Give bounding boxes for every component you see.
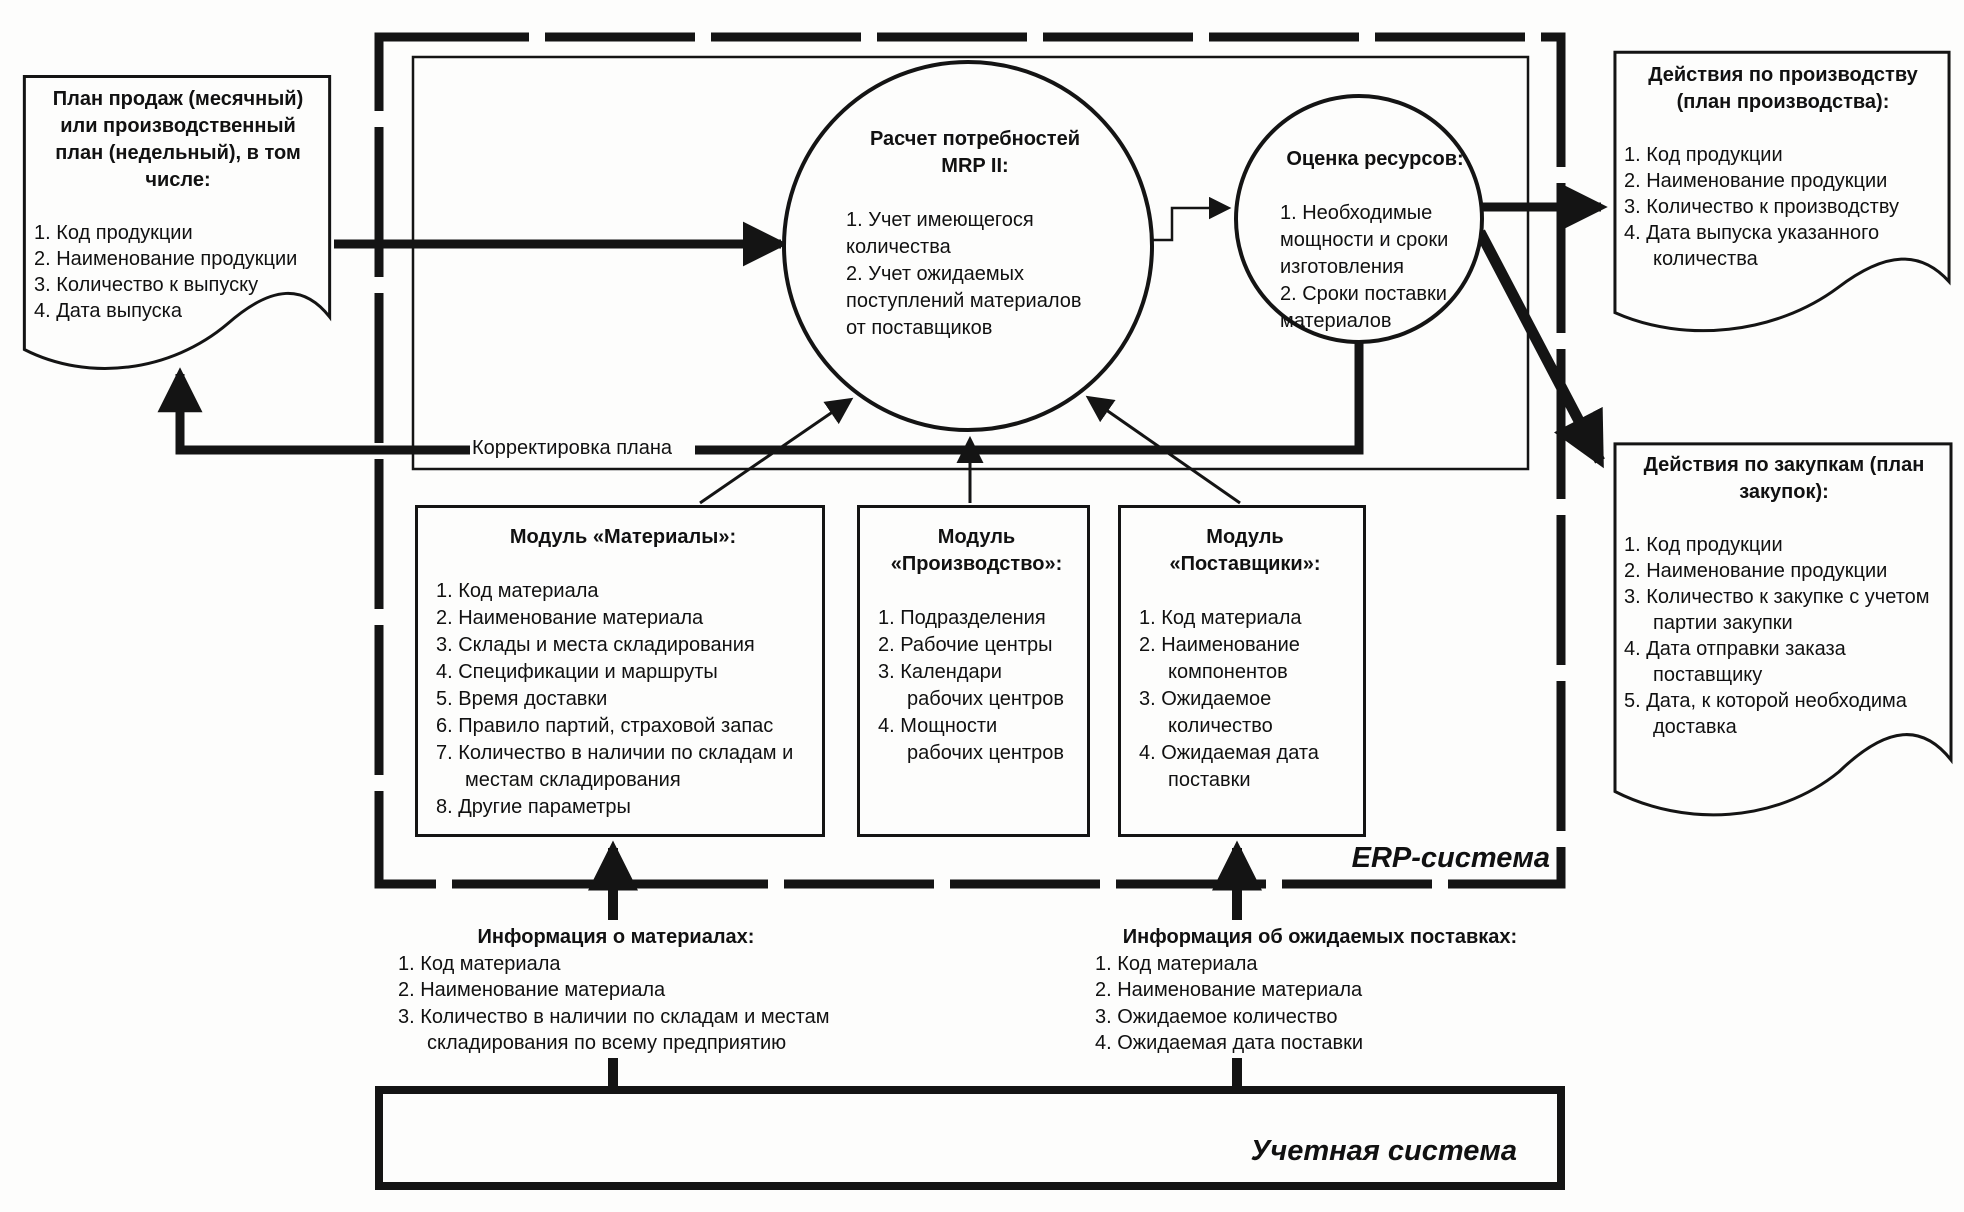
doc-title: Действия по производству (план производства): xyxy=(1648,64,1918,113)
list-item: 2. Сроки поставки материалов xyxy=(1280,283,1447,332)
arrow-mrp-to-resources xyxy=(1150,208,1228,240)
list-item: 2. Наименование компонентов xyxy=(1139,634,1300,683)
list-item: 2. Наименование продукции xyxy=(1624,560,1888,582)
circle-title: Расчет потребностей MRP II: xyxy=(869,128,1081,177)
list-item: 1. Код материала xyxy=(1095,952,1258,975)
resources-circle-content xyxy=(1238,98,1480,335)
list-item: 3. Календари рабочих центров xyxy=(878,661,1064,710)
list-item: 2. Учет ожидаемых поступлений материалов от поставщиков xyxy=(846,263,1082,339)
list-item: 1. Необходимые мощности и сроки изготовления xyxy=(1280,202,1449,278)
list-item: 4. Ожидаемая дата поставки xyxy=(1139,742,1319,791)
list-item: 3. Количество в наличии по складам и местам складирования по всему предприятию xyxy=(398,1005,830,1054)
list-item: 3. Количество к производству xyxy=(1624,196,1900,218)
doc-production-actions xyxy=(1608,46,1956,356)
list-item: 3. Склады и места складирования xyxy=(436,634,755,656)
list-item: 5. Дата, к которой необходима доставка xyxy=(1624,690,1907,738)
list-item: 2. Наименование материала xyxy=(436,607,704,629)
doc-purchasing-actions xyxy=(1608,436,1958,831)
list-item: 4. Дата отправки заказа поставщику xyxy=(1624,638,1846,686)
doc-sales-plan-content xyxy=(18,70,336,324)
list-item: 1. Код продукции xyxy=(34,222,193,244)
list-item: 8. Другие параметры xyxy=(436,796,631,818)
list-item: 1. Код продукции xyxy=(1624,144,1783,166)
correction-label: Корректировка плана xyxy=(472,437,672,459)
list-item: 3. Количество к выпуску xyxy=(34,274,259,296)
doc-sales-plan xyxy=(18,70,336,395)
list-item: 3. Ожидаемое количество xyxy=(1095,1005,1338,1028)
list-item: 4. Дата выпуска указанного количества xyxy=(1624,222,1880,270)
resources-circle xyxy=(1234,94,1484,344)
list-item: 1. Код материала xyxy=(436,580,599,602)
list-item: 4. Ожидаемая дата поставки xyxy=(1095,1032,1364,1054)
list-item: 1. Подразделения xyxy=(878,607,1046,629)
module-title: Модуль «Поставщики»: xyxy=(1169,526,1321,575)
info-materials-block xyxy=(398,924,834,1057)
module-materials-box xyxy=(415,505,825,837)
list-item: 1. Код продукции xyxy=(1624,534,1783,556)
info-title: Информация об ожидаемых поставках: xyxy=(1122,926,1518,948)
mrp-circle xyxy=(782,60,1154,432)
list-item: 7. Количество в наличии по складам и местам складирования xyxy=(436,742,794,791)
list-item: 1. Код материала xyxy=(1139,607,1302,629)
list-item: 4. Мощности рабочих центров xyxy=(878,715,1064,764)
list-item: 5. Время доставки xyxy=(436,688,608,710)
list-item: 1. Учет имеющегося количества xyxy=(846,209,1034,258)
module-production-box xyxy=(857,505,1090,837)
list-item: 1. Код материала xyxy=(398,952,561,975)
info-supplies-block xyxy=(1095,924,1545,1057)
info-title: Информация о материалах: xyxy=(477,926,755,948)
doc-title: План продаж (месячный) или производственный план (недельный), в том числе: xyxy=(52,88,304,191)
doc-purchasing-content xyxy=(1608,436,1958,740)
list-item: 6. Правило партий, страховой запас xyxy=(436,715,774,737)
list-item: 2. Наименование материала xyxy=(1095,979,1363,1001)
accounting-system-box xyxy=(375,1086,1565,1190)
doc-production-content xyxy=(1608,46,1956,272)
list-item: 2. Рабочие центры xyxy=(878,634,1053,656)
circle-title: Оценка ресурсов: xyxy=(1286,148,1464,170)
accounting-system-label: Учетная система xyxy=(1250,1135,1517,1167)
list-item: 3. Количество к закупке с учетом партии закупки xyxy=(1624,586,1930,634)
list-item: 3. Ожидаемое количество xyxy=(1139,688,1273,737)
erp-system-label: ERP-система xyxy=(1351,842,1550,874)
mrp-circle-content xyxy=(786,64,1150,342)
list-item: 2. Наименование продукции xyxy=(34,248,298,270)
list-item: 2. Наименование продукции xyxy=(1624,170,1888,192)
module-title: Модуль «Материалы»: xyxy=(509,526,737,548)
module-title: Модуль «Производство»: xyxy=(890,526,1063,575)
list-item: 4. Спецификации и маршруты xyxy=(436,661,718,683)
doc-title: Действия по закупкам (план закупок): xyxy=(1643,454,1925,503)
list-item: 2. Наименование материала xyxy=(398,979,666,1001)
arrow-resources-to-purchasing-doc xyxy=(1480,232,1600,461)
list-item: 4. Дата выпуска xyxy=(34,300,182,322)
module-suppliers-box xyxy=(1118,505,1366,837)
